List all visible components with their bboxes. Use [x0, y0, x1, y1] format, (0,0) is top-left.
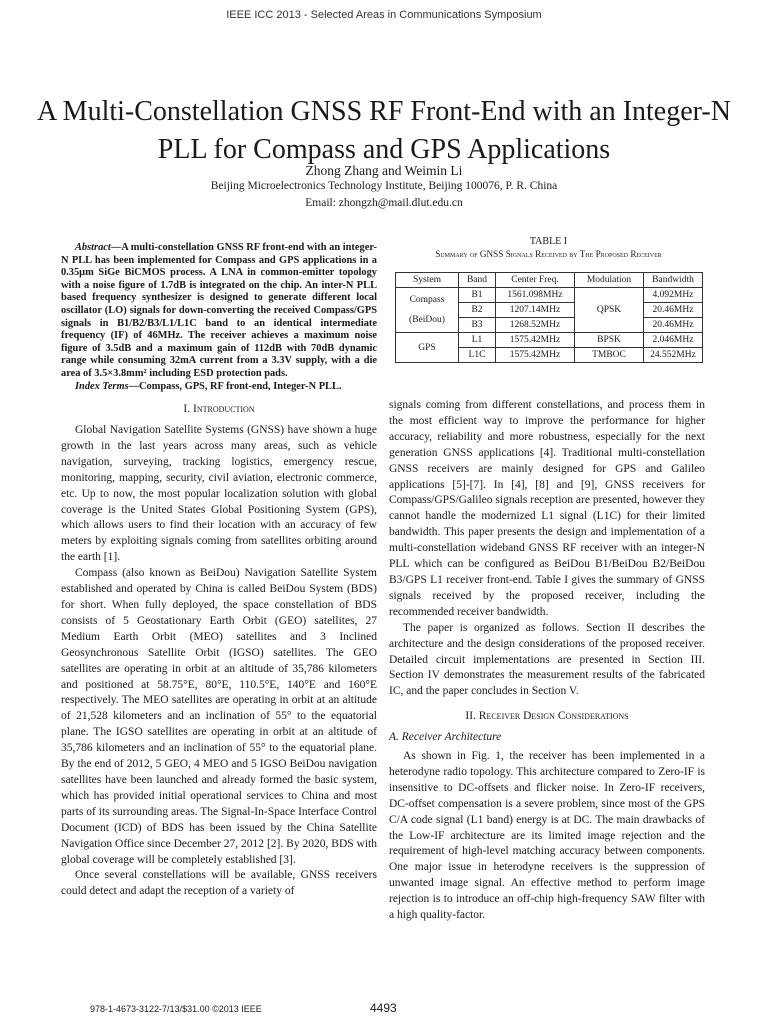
index-terms-label: Index Terms [75, 380, 129, 392]
table-cell: 1207.14MHz [496, 303, 575, 318]
table-cell: B3 [459, 318, 496, 333]
right-column [389, 398, 705, 924]
table-cell: BPSK [575, 333, 644, 348]
email[interactable]: Email: zhongzh@mail.dlut.edu.cn [305, 197, 463, 209]
table-cell-system-compass: Compass (BeiDou) [396, 288, 459, 333]
table-header-cell: Bandwidth [644, 273, 703, 288]
table-cell: L1C [459, 348, 496, 363]
section-heading-introduction: I. Introduction [183, 403, 255, 416]
intro-paragraph-2: Compass (also known as BeiDou) Navigation Satellite System established and operated by China is called BeiDou System (BDS) for short. When fully deployed, the space constellation of BDS consists of 5 Geostationary Earth Orbit (GEO) satellites, 27 Medium Earth Orbit (MEO) satellites and 3 Inclined Geosynchronous Satellite Orbit (IGSO) satellites. The GEO satellites are operating in orbit at an altitude of 35,786 kilometers and positioned at 58.75°E, 80°E, 110.5°E, 140°E and 160°E respectively. The MEO satellites are operating in orbit at an altitude of 21,528 kilometers and an inclination of 55° to the equatorial plane. The IGSO satellites are operating in orbit at an altitude of 35,786 kilometers and an inclination of 55° to the equatorial plane. By the end of 2012, 5 GEO, 4 MEO and 5 IGSO BeiDou navigation satellites have been launched and already formed the basic system, which has provided initial operational services to China and most parts of its surrounding areas. The Signal-In-Space Interface Control Document (ICD) of BDS has been issued by the China Satellite Navigation Office since December 27, 2012 [2]. By 2020, BDS with global coverage will be completely established [3]. [61, 567, 377, 866]
intro-paragraph-1: Global Navigation Satellite Systems (GNSS) have shown a huge growth in the last years across many areas, such as vehicle navigation, surveying, tracking logistics, emergency rescue, monitoring, mapping, security, civil aviation, electronic commerce, etc. Up to now, the most popular localization solution with global coverage is the United States Global Positioning System (GPS), which allows users to find their location with an accuracy of few meters by exploiting signals coming from satellites orbiting around the earth [1]. [61, 424, 377, 564]
right-paragraph-3: As shown in Fig. 1, the receiver has been implemented in a heterodyne radio topology. This architecture compared to Zero-IF is insensitive to DC-offsets and flicker noise. In Zero-IF receivers, DC-offset compensation is a severe problem, since most of the GPS C/A code signal (L1 band) energy is at DC. The main drawbacks of the Low-IF architecture are its limited image rejection and the requirement of high-level matching accuracy between components. One major issue in heterodyne receivers is the suppression of unwanted image signal. An effective method to perform image rejection is to introduce an off-chip high-frequency SAW filter with a high quality-factor. [389, 750, 705, 922]
right-paragraph-1: signals coming from different constellations, and process them in the most efficient way to improve the performance for higher accuracy, reliability and more robustness, especially for the next generation GNSS applications [4]. Traditional multi-constellation GNSS receivers are mainly designed for GPS and Galileo applications [5]-[7]. In [4], [8] and [9], GNSS receivers for Compass/GPS/Galileo signals reception are presented, however they cannot handle the modernized L1 signal (L1C) for their limited bandwidth. This paper presents the design and implementation of a multi-constellation wideband GNSS RF receiver with an integer-N PLL which can be configured as BeiDou B1/BeiDou B2/BeiDou B3/GPS L1 receiver front-end. Table I gives the summary of GNSS signals received by the proposed receiver, including the recommended receiver bandwidth. [389, 399, 705, 618]
table-cell: 1575.42MHz [496, 348, 575, 363]
abstract [61, 242, 377, 381]
table-cell: 20.46MHz [644, 303, 703, 318]
table-cell: B1 [459, 288, 496, 303]
table-cell-modulation-qpsk: QPSK [575, 288, 644, 333]
table-cell: 1561.098MHz [496, 288, 575, 303]
table-caption-number: TABLE I [529, 236, 568, 247]
table-row [396, 288, 703, 303]
table-cell: L1 [459, 333, 496, 348]
table-cell: 4.092MHz [644, 288, 703, 303]
table-row [396, 333, 703, 348]
table-cell-system-gps: GPS [396, 333, 459, 363]
gnss-signals-table [395, 272, 703, 363]
table-cell: 2.046MHz [644, 333, 703, 348]
table-caption-text: Summary of GNSS Signals Received by The Proposed Receiver [435, 249, 662, 259]
table-cell: 20.46MHz [644, 318, 703, 333]
footer-copyright: 978-1-4673-3122-7/13/$31.00 ©2013 IEEE [90, 1004, 262, 1014]
table-cell: B2 [459, 303, 496, 318]
table-header-cell: Band [459, 273, 496, 288]
table-cell: 1575.42MHz [496, 333, 575, 348]
left-column [61, 242, 377, 900]
affiliation: Beijing Microelectronics Technology Institute, Beijing 100076, P. R. China [210, 180, 558, 192]
authors: Zhong Zhang and Weimin Li [305, 163, 463, 178]
conference-header: IEEE ICC 2013 - Selected Areas in Communications Symposium [226, 9, 542, 21]
section-heading-receiver-design: II. Receiver Design Considerations [465, 710, 629, 723]
index-terms-text: —Compass, GPS, RF front-end, Integer-N PLL. [128, 380, 342, 392]
paper-title: A Multi-Constellation GNSS RF Front-End with an Integer-N PLL for Compass and GPS Applications [37, 95, 731, 165]
abstract-text: —A multi-constellation GNSS RF front-end with an integer-N PLL has been implemented for Compass and GPS applications in a 0.35μm SiGe BiCMOS process. A LNA in common-emitter topology with a noise figure of 1.7dB is integrated on the chip. An inter-N PLL based frequency synthesizer is designed to generate different local oscillator (LO) signals for down-converting the received Compass/GPS signals in B1/B2/B3/L1/L1C band to an identical intermediate frequency (IF) of 46MHz. The receiver achieves a maximum noise figure of 3.5dB and a maximum gain of 112dB with 70dB dynamic range while consuming 32mA current from a 3.3V supply, with a die area of 3.5×3.8mm² including ESD protection pads. [61, 242, 377, 379]
table-header-row [396, 273, 703, 288]
page-number: 4493 [370, 1001, 397, 1015]
index-terms [61, 381, 377, 394]
table-cell: TMBOC [575, 348, 644, 363]
subsection-heading-receiver-architecture: A. Receiver Architecture [389, 731, 502, 744]
abstract-label: Abstract [75, 242, 111, 253]
right-paragraph-2: The paper is organized as follows. Section II describes the architecture and the design considerations of the proposed receiver. Detailed circuit implementations are presented in Section III. Section IV demonstrates the measurement results of the fabricated IC, and the paper concludes in Section V. [389, 621, 705, 698]
table-cell: 24.552MHz [644, 348, 703, 363]
intro-paragraph-3: Once several constellations will be available, GNSS receivers could detect and adapt the reception of a variety of [61, 869, 377, 898]
table-header-cell: System [396, 273, 459, 288]
table-header-cell: Center Freq. [496, 273, 575, 288]
table-header-cell: Modulation [575, 273, 644, 288]
table-cell: 1268.52MHz [496, 318, 575, 333]
